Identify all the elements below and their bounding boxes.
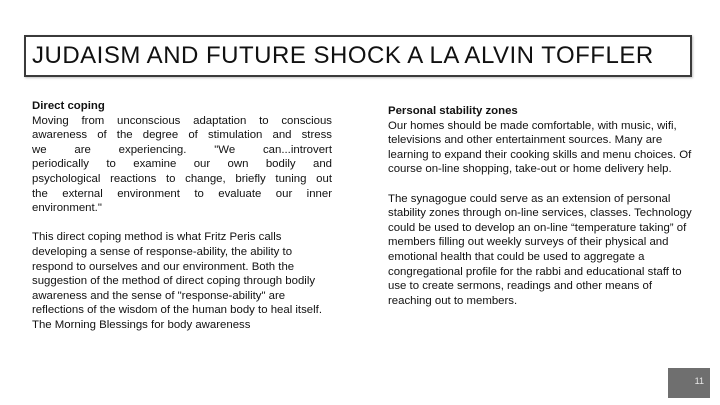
paragraph-gap [32,216,332,231]
direct-coping-heading: Direct coping [32,100,105,112]
direct-coping-line: awareness of the degree of stimulation and stress [32,129,332,142]
morning-blessings-line: The Morning Blessings for body awareness [32,318,251,331]
paragraph-gap [388,177,698,192]
direct-coping-line: we are experiencing. "We can...introvert [32,143,332,156]
slide-title: JUDAISM AND FUTURE SHOCK A LA ALVIN TOFFLER [32,42,654,69]
direct-coping-line: psychological reactions to change, briefly tuning out [32,172,332,185]
slide-title-box [24,35,692,77]
response-ability-paragraph: This direct coping method is what Fritz Peris calls developing a sense of response-ability, the ability to respond to ourselves and our environment. Both the suggestion of the method of direct coping through bodily awareness and the sense of "response-ability" are reflections of the wisdom of the human body to heal itself. [32,231,322,317]
homes-paragraph: Our homes should be made comfortable, with music, wifi, televisions and other entertainment sources. Many are learning to expand their cooking skills and menu choices. Of course on-line shopping, take-out or home delivery help. [388,119,692,176]
right-column [388,104,698,308]
slide-number-box [668,368,710,398]
direct-coping-line: periodically to examine our own bodily and [32,158,332,171]
stability-zones-heading: Personal stability zones [388,105,518,117]
synagogue-paragraph: The synagogue could serve as an extension of personal stability zones through on-line services, classes. Technology could be used to develop an on-line “temperature taking” of members filling out weekly surveys of their physical and emotional health that could be used to aggregate a congregational profile for the rabbi and educational staff to use to create sermons, readings and other means of reaching out to members. [388,192,692,307]
left-column [32,99,332,333]
direct-coping-line: environment." [32,202,102,215]
slide-number: 11 [694,376,704,386]
direct-coping-line: the external environment to evaluate our inner [32,187,332,200]
direct-coping-line: Moving from unconscious adaptation to conscious [32,114,332,127]
